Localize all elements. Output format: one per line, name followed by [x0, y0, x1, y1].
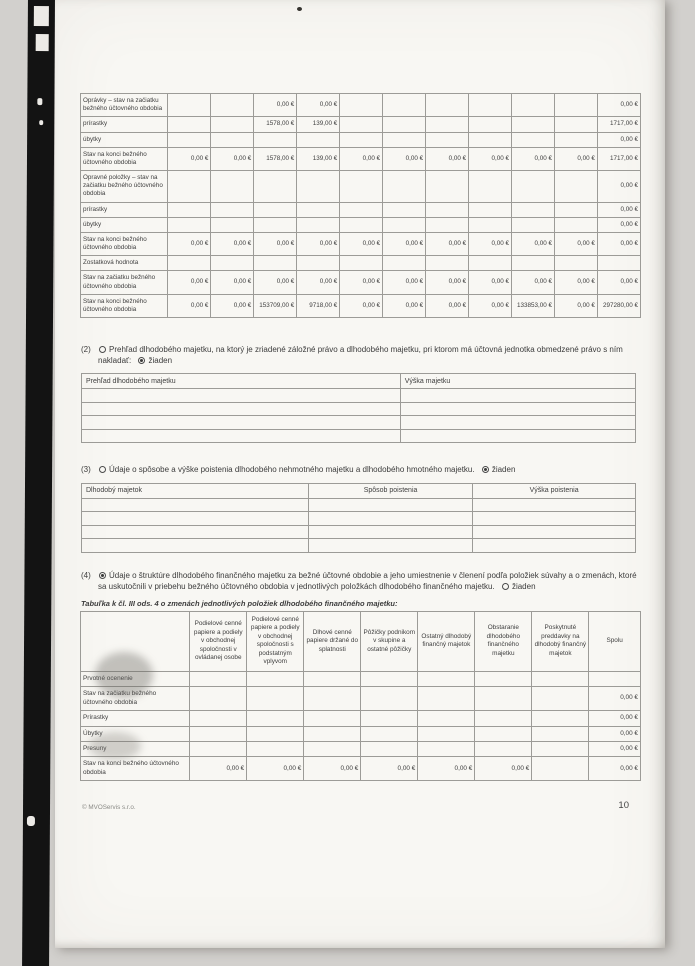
column-header: Výška poistenia — [472, 483, 636, 498]
option-label: žiaden — [148, 356, 173, 366]
empty-cell — [82, 429, 401, 443]
value-cell: 0,00 € — [418, 757, 475, 781]
item-number: (4) — [81, 570, 91, 580]
value-cell — [554, 117, 597, 132]
value-cell — [426, 117, 469, 132]
empty-cell — [309, 512, 473, 526]
table-row — [81, 271, 641, 294]
radio-icon — [502, 583, 509, 590]
radio-icon — [482, 466, 489, 473]
empty-cell — [400, 429, 636, 443]
insurance-table — [81, 483, 636, 553]
value-cell — [426, 171, 469, 203]
table-caption: Tabuľka k čl. III ods. 4 o zmenách jednotlivých položiek dlhodobého finančného majetku: — [81, 599, 398, 609]
value-cell: 0,00 € — [297, 271, 340, 294]
radio-icon — [138, 357, 145, 364]
radio-icon — [99, 572, 106, 579]
value-cell: 0,00 € — [426, 271, 469, 294]
column-header: Poskytnuté preddavky na dlhodobý finančný majetok — [532, 612, 589, 672]
row-label: Zostatková hodnota — [81, 256, 168, 271]
value-cell: 0,00 € — [361, 757, 418, 781]
value-cell — [532, 742, 589, 757]
value-cell: 1578,00 € — [254, 117, 297, 132]
value-cell: 0,00 € — [211, 147, 254, 170]
option-label: žiaden — [491, 465, 516, 475]
value-cell — [554, 132, 597, 147]
value-cell: 0,00 € — [597, 132, 640, 147]
scan-binding-strip — [22, 0, 55, 966]
value-cell — [247, 711, 304, 726]
value-cell: 0,00 € — [340, 232, 383, 255]
page-footer — [80, 796, 641, 811]
value-cell: 0,00 € — [597, 94, 640, 117]
value-cell — [211, 117, 254, 132]
value-cell — [340, 202, 383, 217]
value-cell: 0,00 € — [554, 232, 597, 255]
value-cell — [418, 742, 475, 757]
value-cell: 0,00 € — [211, 271, 254, 294]
empty-cell — [400, 389, 636, 403]
value-cell — [475, 726, 532, 741]
value-cell — [297, 171, 340, 203]
value-cell: 0,00 € — [589, 687, 641, 711]
value-cell — [426, 94, 469, 117]
item-text: Údaje o spôsobe a výške poistenia dlhodobého nehmotného majetku a dlhodobého hmotného majetku. — [109, 465, 475, 475]
value-cell — [426, 256, 469, 271]
value-cell — [475, 671, 532, 686]
value-cell: 0,00 € — [426, 232, 469, 255]
value-cell — [469, 171, 512, 203]
value-cell: 0,00 € — [304, 757, 361, 781]
row-label: Stav na konci bežného účtovného obdobia — [81, 294, 168, 317]
empty-cell — [82, 389, 401, 403]
section-row — [81, 256, 641, 271]
value-cell — [361, 711, 418, 726]
value-cell — [361, 742, 418, 757]
column-header: Spôsob poistenia — [309, 483, 473, 498]
table-row — [81, 94, 641, 117]
empty-cell — [472, 525, 636, 539]
value-cell — [475, 687, 532, 711]
item-body — [98, 464, 639, 475]
value-cell: 0,00 € — [597, 171, 640, 203]
value-cell — [297, 217, 340, 232]
scan-speck — [297, 7, 302, 11]
document-sheet — [55, 0, 665, 948]
value-cell — [512, 202, 555, 217]
value-cell — [512, 94, 555, 117]
value-cell — [247, 687, 304, 711]
row-label: Oprávky – stav na začiatku bežného účtovného obdobia — [81, 94, 168, 117]
value-cell — [512, 132, 555, 147]
header-row — [81, 612, 641, 672]
radio-icon — [99, 466, 106, 473]
value-cell: 0,00 € — [168, 147, 211, 170]
column-header: Prehľad dlhodobého majetku — [82, 374, 401, 389]
value-cell — [361, 671, 418, 686]
value-cell: 0,00 € — [426, 294, 469, 317]
value-cell — [247, 671, 304, 686]
value-cell: 0,00 € — [340, 147, 383, 170]
empty-cell — [400, 402, 636, 416]
binding-hole — [34, 6, 49, 26]
value-cell: 0,00 € — [168, 232, 211, 255]
value-cell: 0,00 € — [597, 217, 640, 232]
value-cell — [190, 726, 247, 741]
value-cell — [297, 132, 340, 147]
value-cell: 9718,00 € — [297, 294, 340, 317]
page-number: 10 — [618, 800, 629, 812]
value-cell: 0,00 € — [190, 757, 247, 781]
column-header: Ostatný dlhodobý finančný majetok — [418, 612, 475, 672]
value-cell: 0,00 € — [383, 271, 426, 294]
value-cell: 0,00 € — [254, 271, 297, 294]
column-header: Dlhové cenné papiere držané do splatnosti — [304, 612, 361, 672]
value-cell: 0,00 € — [589, 757, 641, 781]
value-cell: 0,00 € — [254, 94, 297, 117]
value-cell — [532, 726, 589, 741]
value-cell: 133853,00 € — [512, 294, 555, 317]
value-cell — [469, 94, 512, 117]
value-cell — [383, 132, 426, 147]
binding-hole — [36, 34, 49, 51]
scan-smudge — [89, 732, 141, 760]
empty-cell — [309, 525, 473, 539]
row-label: Prírastky — [81, 711, 190, 726]
value-cell — [512, 171, 555, 203]
value-cell — [469, 256, 512, 271]
value-cell — [554, 217, 597, 232]
value-cell — [469, 202, 512, 217]
value-cell — [340, 132, 383, 147]
value-cell — [168, 256, 211, 271]
empty-row — [82, 498, 636, 512]
row-label: Prvotné ocenenie — [81, 671, 190, 686]
value-cell — [211, 94, 254, 117]
value-cell — [168, 94, 211, 117]
column-header: Pôžičky podnikom v skupine a ostatné pôžičky — [361, 612, 418, 672]
column-header: Dlhodobý majetok — [82, 483, 309, 498]
empty-cell — [472, 539, 636, 553]
header-row — [82, 483, 636, 498]
value-cell — [597, 256, 640, 271]
value-cell — [190, 671, 247, 686]
value-cell — [532, 687, 589, 711]
item-text: Údaje o štruktúre dlhodobého finančného majetku za bežné účtovné obdobie a jeho umiestnenie v členení podľa položiek súvahy a o zmenách, ktoré sa uskutočnili v priebehu bežného účtovného obdobia v jednotlivých položkách dlhodobého finančného majetku. — [98, 570, 637, 591]
financial-assets-table — [80, 611, 641, 781]
value-cell: 0,00 € — [589, 711, 641, 726]
value-cell — [383, 94, 426, 117]
value-cell: 1717,00 € — [597, 147, 640, 170]
value-cell — [361, 726, 418, 741]
item-body — [98, 344, 639, 366]
value-cell: 0,00 € — [597, 232, 640, 255]
radio-icon — [99, 346, 106, 353]
table-row — [81, 757, 641, 781]
empty-cell — [472, 498, 636, 512]
value-cell: 0,00 € — [168, 294, 211, 317]
value-cell — [469, 117, 512, 132]
value-cell — [190, 687, 247, 711]
value-cell — [254, 256, 297, 271]
binding-speck — [27, 816, 35, 826]
value-cell — [532, 757, 589, 781]
value-cell: 139,00 € — [297, 147, 340, 170]
value-cell — [554, 256, 597, 271]
row-label: Stav na konci bežného účtovného obdobia — [81, 757, 190, 781]
value-cell: 0,00 € — [589, 726, 641, 741]
table-row — [81, 742, 641, 757]
empty-row — [82, 402, 636, 416]
row-label: Presuny — [81, 742, 190, 757]
empty-cell — [400, 416, 636, 430]
item-number: (2) — [81, 345, 91, 355]
value-cell: 0,00 € — [554, 294, 597, 317]
insurance-table-body — [82, 498, 636, 552]
value-cell: 0,00 € — [475, 757, 532, 781]
row-label: Stav na začiatku bežného účtovného obdobia — [81, 271, 168, 294]
value-cell — [512, 117, 555, 132]
empty-row — [82, 539, 636, 553]
value-cell — [211, 132, 254, 147]
long-term-assets-table — [80, 93, 641, 318]
pledged-assets-table — [81, 373, 636, 443]
value-cell — [418, 671, 475, 686]
row-label: úbytky — [81, 217, 168, 232]
value-cell — [254, 217, 297, 232]
item-4-financial-assets — [81, 570, 639, 592]
empty-cell — [309, 539, 473, 553]
row-label: Úbytky — [81, 726, 190, 741]
section-row — [81, 671, 641, 686]
value-cell: 1717,00 € — [597, 117, 640, 132]
value-cell: 0,00 € — [426, 147, 469, 170]
value-cell: 0,00 € — [211, 232, 254, 255]
value-cell — [211, 202, 254, 217]
long-term-assets-table-body — [81, 94, 641, 318]
value-cell — [512, 217, 555, 232]
value-cell — [340, 117, 383, 132]
value-cell: 1578,00 € — [254, 147, 297, 170]
column-header: Obstaranie dlhodobého finančného majetku — [475, 612, 532, 672]
row-label: prírastky — [81, 202, 168, 217]
pledged-assets-table-body — [82, 389, 636, 443]
value-cell — [554, 94, 597, 117]
table-row — [81, 232, 641, 255]
value-cell — [190, 711, 247, 726]
value-cell — [554, 171, 597, 203]
value-cell: 0,00 € — [340, 271, 383, 294]
value-cell: 153709,00 € — [254, 294, 297, 317]
column-header: Spolu — [589, 612, 641, 672]
value-cell — [418, 687, 475, 711]
header-row — [82, 374, 636, 389]
value-cell — [254, 202, 297, 217]
value-cell: 0,00 € — [297, 94, 340, 117]
column-header: Podielové cenné papiere a podiely v obchodnej spoločnosti v ovládanej osobe — [190, 612, 247, 672]
empty-cell — [82, 512, 309, 526]
value-cell — [418, 711, 475, 726]
column-header: Výška majetku — [400, 374, 636, 389]
value-cell: 0,00 € — [469, 232, 512, 255]
page-content — [55, 0, 665, 948]
empty-cell — [82, 402, 401, 416]
value-cell — [426, 132, 469, 147]
item-number: (3) — [81, 465, 91, 475]
value-cell — [211, 217, 254, 232]
value-cell — [254, 132, 297, 147]
value-cell — [168, 117, 211, 132]
binding-speck — [37, 98, 42, 105]
item-body — [98, 570, 639, 592]
value-cell — [304, 687, 361, 711]
value-cell — [168, 171, 211, 203]
value-cell — [418, 726, 475, 741]
value-cell: 0,00 € — [589, 742, 641, 757]
row-label: úbytky — [81, 132, 168, 147]
value-cell — [211, 256, 254, 271]
empty-row — [82, 512, 636, 526]
item-text: Prehľad dlhodobého majetku, na ktorý je zriadené záložné právo a dlhodobého majetku, pri ktorom má účtovná jednotka obmedzené právo s ním nakladať: — [98, 345, 623, 366]
value-cell — [247, 742, 304, 757]
value-cell: 0,00 € — [512, 271, 555, 294]
value-cell: 0,00 € — [469, 271, 512, 294]
value-cell — [589, 671, 641, 686]
empty-cell — [472, 512, 636, 526]
value-cell — [361, 687, 418, 711]
value-cell: 0,00 € — [469, 294, 512, 317]
value-cell: 0,00 € — [297, 232, 340, 255]
table-row — [81, 117, 641, 132]
empty-cell — [82, 525, 309, 539]
item-3-insurance — [81, 464, 639, 475]
row-label: Opravné položky – stav na začiatku bežného účtovného obdobia — [81, 171, 168, 203]
value-cell — [532, 711, 589, 726]
column-header: Podielové cenné papiere a podiely v obchodnej spoločnosti s podstatným vplyvom — [247, 612, 304, 672]
value-cell: 0,00 € — [554, 147, 597, 170]
value-cell: 0,00 € — [383, 232, 426, 255]
value-cell — [297, 202, 340, 217]
table-row — [81, 687, 641, 711]
value-cell — [168, 132, 211, 147]
value-cell — [383, 117, 426, 132]
copyright-text: © MVOServis s.r.o. — [82, 804, 136, 812]
value-cell — [304, 671, 361, 686]
empty-cell — [309, 498, 473, 512]
value-cell: 0,00 € — [247, 757, 304, 781]
row-label: Stav na konci bežného účtovného obdobia — [81, 232, 168, 255]
value-cell — [383, 217, 426, 232]
table-row — [81, 147, 641, 170]
value-cell — [469, 132, 512, 147]
table-row — [81, 711, 641, 726]
value-cell: 0,00 € — [340, 294, 383, 317]
empty-cell — [82, 416, 401, 430]
value-cell: 0,00 € — [211, 294, 254, 317]
option-label: žiaden — [511, 581, 536, 591]
value-cell — [211, 171, 254, 203]
value-cell: 139,00 € — [297, 117, 340, 132]
value-cell — [512, 256, 555, 271]
value-cell — [297, 256, 340, 271]
row-label: prírastky — [81, 117, 168, 132]
value-cell — [254, 171, 297, 203]
value-cell — [475, 711, 532, 726]
value-cell: 0,00 € — [383, 147, 426, 170]
value-cell — [304, 711, 361, 726]
value-cell: 0,00 € — [254, 232, 297, 255]
value-cell — [383, 171, 426, 203]
value-cell — [532, 671, 589, 686]
value-cell: 0,00 € — [512, 147, 555, 170]
value-cell — [304, 726, 361, 741]
value-cell — [426, 202, 469, 217]
empty-row — [82, 389, 636, 403]
table-row — [81, 132, 641, 147]
value-cell: 0,00 € — [469, 147, 512, 170]
value-cell — [168, 217, 211, 232]
value-cell — [304, 742, 361, 757]
value-cell — [168, 202, 211, 217]
value-cell: 0,00 € — [597, 271, 640, 294]
value-cell — [340, 256, 383, 271]
value-cell — [426, 217, 469, 232]
value-cell: 297280,00 € — [597, 294, 640, 317]
empty-cell — [82, 498, 309, 512]
row-label: Stav na začiatku bežného účtovného obdobia — [81, 687, 190, 711]
value-cell — [469, 217, 512, 232]
binding-speck — [39, 120, 43, 125]
value-cell — [340, 217, 383, 232]
value-cell — [340, 94, 383, 117]
scan-smudge — [95, 652, 153, 698]
table-row — [81, 294, 641, 317]
empty-cell — [82, 539, 309, 553]
item-2-pledged-assets — [81, 344, 639, 366]
financial-assets-table-body — [81, 671, 641, 781]
value-cell — [383, 256, 426, 271]
value-cell — [554, 202, 597, 217]
value-cell — [340, 171, 383, 203]
value-cell: 0,00 € — [383, 294, 426, 317]
value-cell: 0,00 € — [554, 271, 597, 294]
empty-row — [82, 416, 636, 430]
empty-row — [82, 429, 636, 443]
table-row — [81, 217, 641, 232]
value-cell: 0,00 € — [512, 232, 555, 255]
value-cell: 0,00 € — [597, 202, 640, 217]
row-label: Stav na konci bežného účtovného obdobia — [81, 147, 168, 170]
table-row — [81, 202, 641, 217]
empty-row — [82, 525, 636, 539]
table-row — [81, 726, 641, 741]
value-cell — [383, 202, 426, 217]
value-cell — [475, 742, 532, 757]
value-cell — [190, 742, 247, 757]
value-cell — [247, 726, 304, 741]
table-row — [81, 171, 641, 203]
value-cell: 0,00 € — [168, 271, 211, 294]
